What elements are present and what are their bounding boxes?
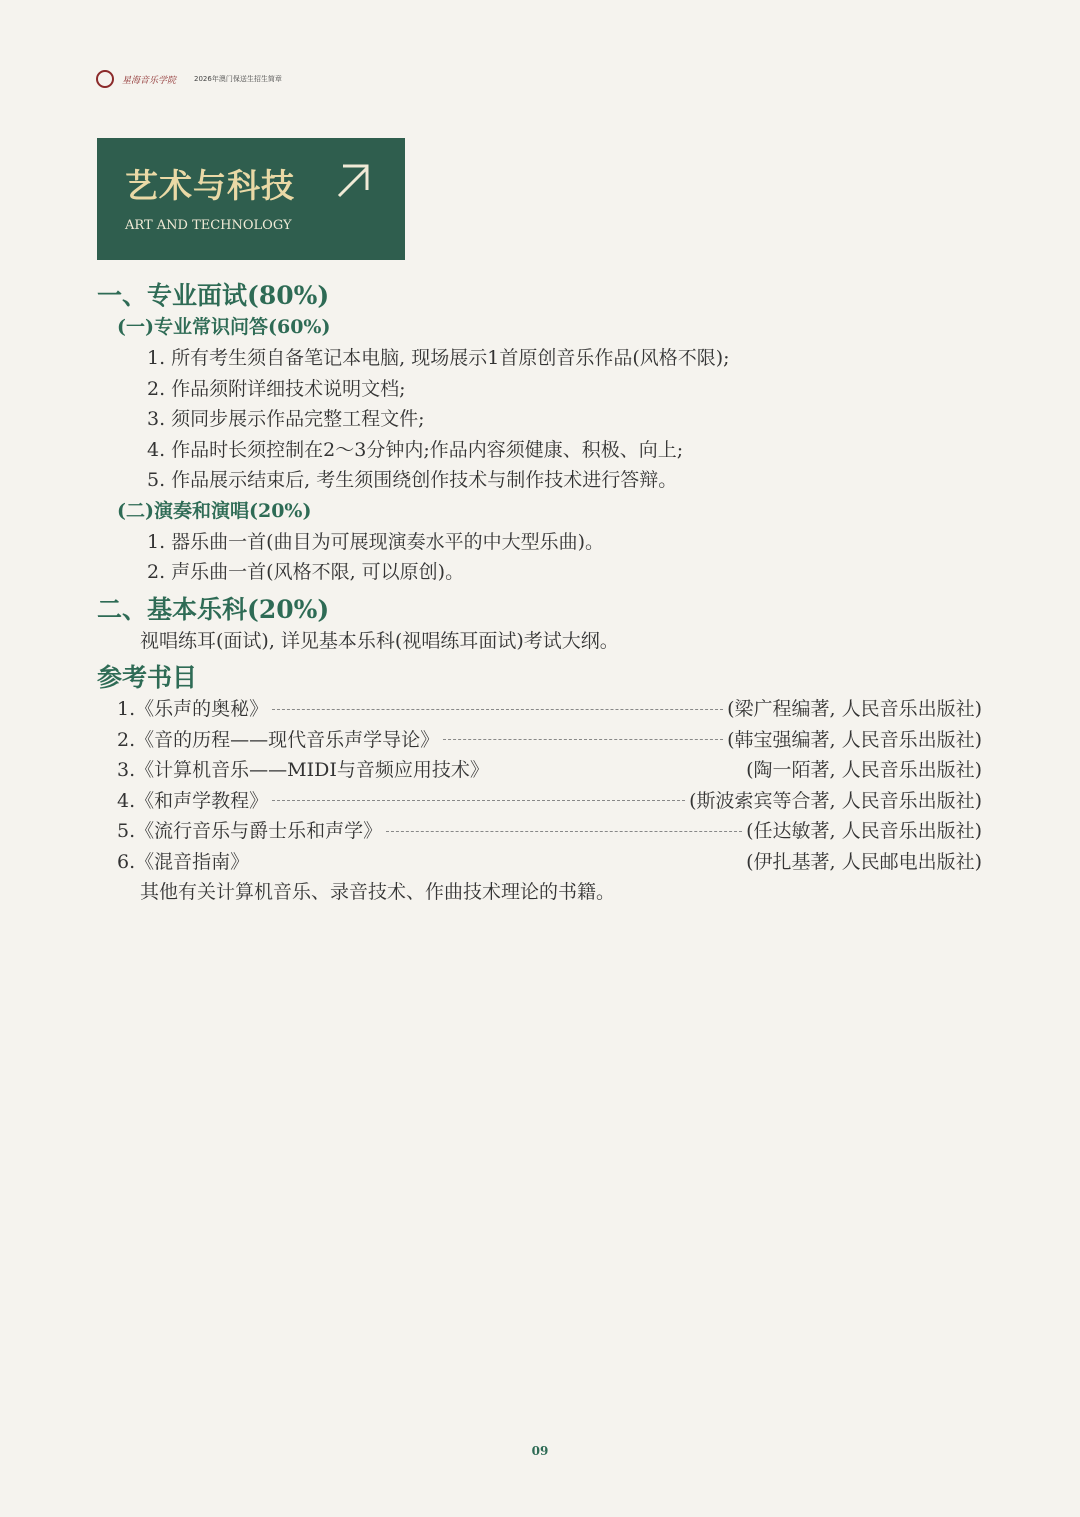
- list-item: 1. 所有考生须自备笔记本电脑, 现场展示1首原创音乐作品(风格不限);: [147, 347, 730, 369]
- document-title: 2026年澳门保送生招生简章: [194, 75, 282, 83]
- ref-source: (斯波索宾等合著, 人民音乐出版社): [689, 789, 982, 812]
- basic-music-text: 视唱练耳(面试), 详见基本乐科(视唱练耳面试)考试大纲。: [140, 629, 619, 652]
- ref-title: 1.《乐声的奥秘》: [117, 698, 269, 720]
- subheading-performance: (二)演奏和演唱(20%): [117, 499, 312, 522]
- list-item: 4. 作品时长须控制在2～3分钟内;作品内容须健康、积极、向上;: [147, 438, 684, 461]
- ref-title: 4.《和声学教程》: [117, 789, 269, 812]
- reference-item: [97, 725, 982, 756]
- arrow-up-right-icon: [335, 160, 371, 200]
- reference-item: [97, 847, 982, 878]
- school-logo-icon: [96, 70, 114, 88]
- ref-source: (任达敏著, 人民音乐出版社): [746, 820, 982, 842]
- ref-source: (梁广程编著, 人民音乐出版社): [727, 698, 982, 720]
- ref-title: 5.《流行音乐与爵士乐和声学》: [117, 820, 383, 842]
- section-title-box: [97, 138, 405, 260]
- references-note: 其他有关计算机音乐、录音技术、作曲技术理论的书籍。: [140, 881, 616, 903]
- ref-source: (陶一陌著, 人民音乐出版社): [746, 759, 982, 781]
- reference-item: [97, 755, 982, 786]
- page-number: 09: [531, 1444, 549, 1458]
- list-item: 5. 作品展示结束后, 考生须围绕创作技术与制作技术进行答辩。: [147, 469, 678, 491]
- ref-title: 6.《混音指南》: [117, 850, 250, 873]
- list-item: 2. 作品须附详细技术说明文档;: [147, 377, 406, 400]
- section-title-cn: 艺术与科技: [125, 166, 295, 205]
- section-title-en: ART AND TECHNOLOGY: [125, 218, 292, 233]
- ref-source: (韩宝强编著, 人民音乐出版社): [727, 728, 982, 751]
- content: [97, 280, 982, 908]
- ref-title: 3.《计算机音乐——MIDI与音频应用技术》: [117, 759, 489, 781]
- school-name: 星海音乐学院: [122, 75, 177, 86]
- header: [96, 70, 282, 88]
- ref-title: 2.《音的历程——现代音乐声学导论》: [117, 728, 440, 751]
- heading-basic-music: 二、基本乐科(20%): [97, 594, 330, 624]
- list-item: 2. 声乐曲一首(风格不限, 可以原创)。: [147, 561, 465, 583]
- heading-interview: 一、专业面试(80%): [97, 281, 330, 310]
- list-item: 3. 须同步展示作品完整工程文件;: [147, 408, 425, 430]
- ref-source: (伊扎基著, 人民邮电出版社): [746, 850, 982, 873]
- heading-references: 参考书目: [97, 663, 198, 692]
- list-item: 1. 器乐曲一首(曲目为可展现演奏水平的中大型乐曲)。: [147, 530, 604, 553]
- reference-item: [97, 786, 982, 817]
- reference-item: [97, 816, 982, 847]
- reference-item: [97, 694, 982, 725]
- subheading-qa: (一)专业常识问答(60%): [117, 316, 331, 338]
